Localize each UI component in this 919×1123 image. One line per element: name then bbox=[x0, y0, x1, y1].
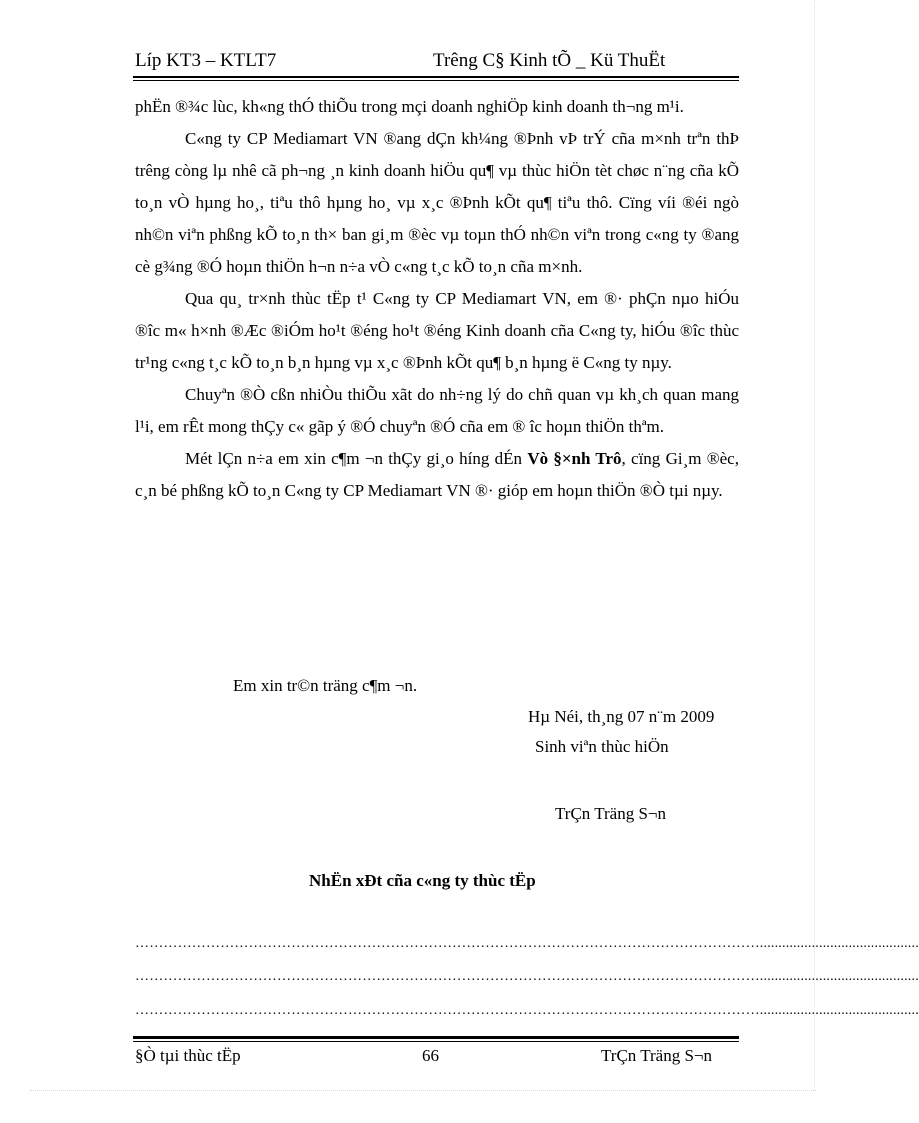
comment-line-3: ……………………………………………………………………………………………………………………........................................... bbox=[135, 1003, 919, 1018]
signature-place-date: Hµ Néi, th¸ng 07 n¨m 2009 bbox=[528, 707, 715, 726]
section-title: NhËn xÐt cña c«ng ty thùc tËp bbox=[309, 871, 536, 890]
body-text bbox=[135, 91, 739, 507]
closing-line: Em xin tr©n träng c¶m ¬n. bbox=[233, 676, 418, 695]
header-rule-thin bbox=[133, 80, 739, 81]
paragraph-5: Mét lÇn n÷a em xin c¶m ¬n thÇy gi¸o híng dÉn Vò §×nh Trô, cïng Gi¸m ®èc, c¸n bé phßng kÕ to¸n C«ng ty CP Mediamart VN ®· gióp em hoµn thiÖn ®Ò tµi nµy. bbox=[135, 449, 739, 500]
footer-rule bbox=[133, 1036, 739, 1039]
paragraph-3: Qua qu¸ tr×nh thùc tËp t¹ C«ng ty CP Mediamart VN, em ®· phÇn nµo hiÓu ®îc m« h×nh ®Æc ®iÓm ho¹t ®éng ho¹t ®éng Kinh doanh cña C«ng ty, hiÓu ®îc thùc tr¹ng c«ng t¸c kÕ to¸n b¸n hµng vµ x¸c ®Þnh kÕt qu¶ b¸n hµng ë C«ng ty nµy. bbox=[135, 289, 739, 372]
signature-role: Sinh viªn thùc hiÖn bbox=[535, 737, 669, 756]
signature-name: TrÇn Träng S¬n bbox=[555, 804, 667, 823]
paragraph-2: C«ng ty CP Mediamart VN ®ang dÇn kh¼ng ®Þnh vÞ trÝ cña m×nh trªn thÞ trêng còng lµ nhê cã ph¬ng ¸n kinh doanh hiÖu qu¶ vµ thùc hiÖn tèt chøc n¨ng cña kÕ to¸n vÒ hµng ho¸, tiªu thô hµng ho¸ vµ x¸c ®Þnh kÕt qu¶ tiªu thô. Cïng víi ®éi ngò nh©n viªn phßng kÕ to¸n th× ban gi¸m ®èc vµ toµn thÓ nh©n viªn trong c«ng ty ®ang cè g¾ng ®Ó hoµn thiÖn h¬n n÷a vÒ c«ng t¸c kÕ to¸n cña m×nh. bbox=[135, 129, 739, 276]
comment-line-1: ……………………………………………………………………………………………………………………........................................... bbox=[135, 936, 919, 951]
page-number: 66 bbox=[422, 1046, 439, 1065]
header-right: Trêng C§ Kinh tÕ _ Kü ThuËt bbox=[433, 50, 666, 71]
comment-line-2: ……………………………………………………………………………………………………………………........................................... bbox=[135, 969, 919, 984]
page-edge-bottom bbox=[30, 1090, 816, 1091]
header-left: Líp KT3 – KTLT7 bbox=[135, 50, 277, 71]
header-rule bbox=[133, 76, 739, 78]
page-edge-right bbox=[814, 0, 815, 1090]
footer-left: §Ò tµi thùc tËp bbox=[135, 1046, 241, 1065]
footer-right: TrÇn Träng S¬n bbox=[601, 1046, 713, 1065]
paragraph-1: phËn ®¾c lùc, kh«ng thÓ thiÕu trong mçi doanh nghiÖp kinh doanh th¬ng m¹i. bbox=[135, 97, 684, 116]
paragraph-4: Chuyªn ®Ò cßn nhiÒu thiÕu xãt do nh÷ng lý do chñ quan vµ kh¸ch quan mang l¹i, em rÊt mong thÇy c« gãp ý ®Ó chuyªn ®Ó cña em ® îc hoµn thiÖn thªm. bbox=[135, 385, 739, 436]
footer-rule-thin bbox=[133, 1041, 739, 1042]
